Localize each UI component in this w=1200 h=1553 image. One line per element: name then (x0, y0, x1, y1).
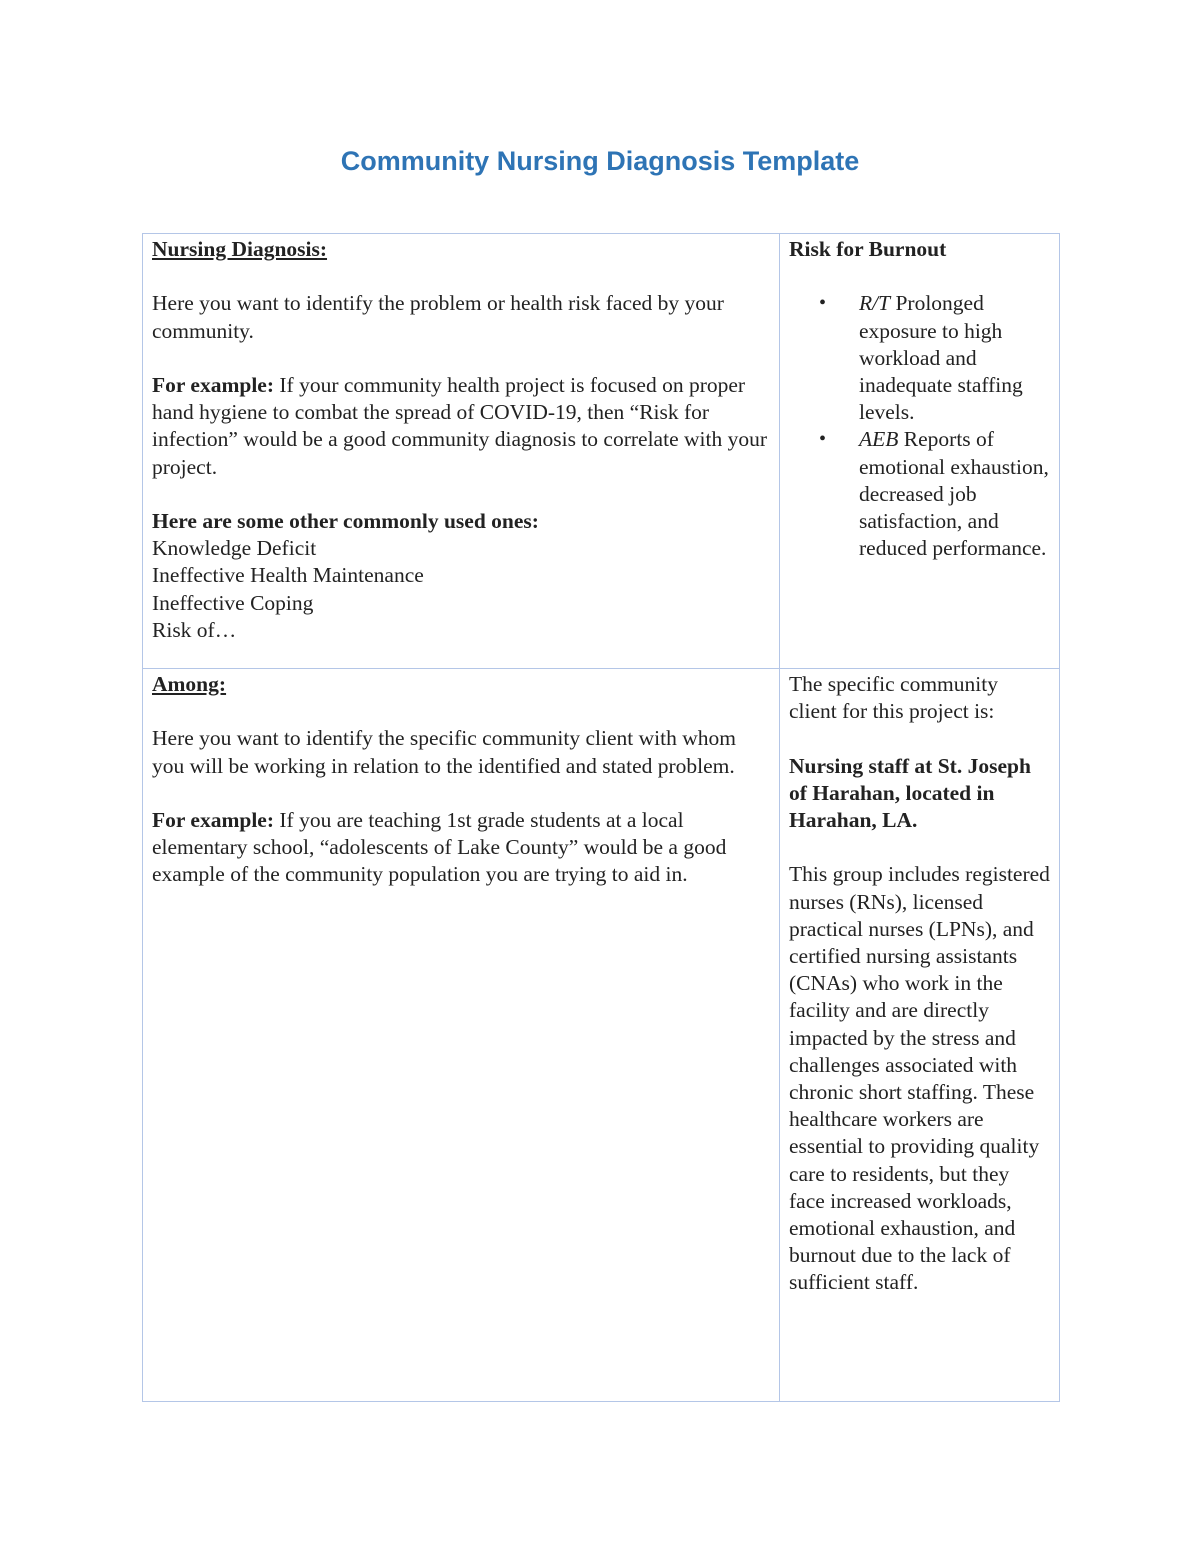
common-diagnosis-item: Knowledge Deficit (152, 536, 317, 561)
example-label: For example: (152, 372, 274, 397)
among-example (152, 807, 770, 889)
list-item (789, 426, 1050, 562)
evidenced-by-label: AEB (859, 427, 899, 452)
client-name: Nursing staff at St. Joseph of Harahan, located in Harahan, LA. (789, 753, 1031, 832)
nursing-diagnosis-answer-cell (780, 234, 1060, 669)
related-to-label: R/T (859, 291, 891, 316)
nursing-diagnosis-heading: Nursing Diagnosis: (152, 237, 328, 261)
common-diagnoses-heading: Here are some other commonly used ones: (152, 508, 539, 533)
client-intro: The specific community client for this project is: (789, 672, 998, 724)
document-title: Community Nursing Diagnosis Template (340, 146, 860, 176)
bullet-icon: • (819, 292, 827, 315)
nursing-diagnosis-instructions-cell (143, 234, 780, 669)
bullet-icon: • (819, 428, 827, 451)
diagnosis-bullet-list (789, 290, 1050, 562)
example-text: If your community health project is focused on proper hand hygiene to combat the spread of COVID-19, then “Risk for infection” would be a good community diagnosis to correlate with your project. (152, 372, 767, 479)
diagnosis-table (142, 233, 1060, 1402)
common-diagnosis-item: Risk of… (152, 617, 237, 642)
related-to-text: Prolonged exposure to high workload and inadequate staffing levels. (859, 291, 1023, 425)
example-label: For example: (152, 807, 274, 832)
diagnosis-answer-heading: Risk for Burnout (789, 237, 947, 261)
among-instructions-cell (143, 669, 780, 1402)
list-item (789, 290, 1050, 426)
nursing-diagnosis-example (152, 372, 770, 481)
evidenced-by-text: Reports of emotional exhaustion, decreased job satisfaction, and reduced performance. (859, 427, 1049, 561)
nursing-diagnosis-intro: Here you want to identify the problem or health risk faced by your community. (152, 291, 724, 343)
among-intro: Here you want to identify the specific community client with whom you will be working in relation to the identified and stated problem. (152, 726, 736, 778)
among-heading: Among: (152, 672, 227, 696)
table-row-nursing-diagnosis (143, 234, 1060, 669)
client-description: This group includes registered nurses (RNs), licensed practical nurses (LPNs), and certified nursing assistants (CNAs) who work in the facility and are directly impacted by the stress and challenges associated with chronic short staffing. These healthcare workers are essential to providing quality care to residents, but they face increased workloads, emotional exhaustion, and burnout due to the lack of sufficient staff. (789, 862, 1050, 1295)
table-row-among (143, 669, 1060, 1402)
among-answer-cell (780, 669, 1060, 1402)
example-text: If you are teaching 1st grade students at a local elementary school, “adolescents of Lake County” would be a good example of the community population you are trying to aid in. (152, 807, 727, 887)
common-diagnosis-item: Ineffective Coping (152, 590, 314, 615)
common-diagnosis-item: Ineffective Health Maintenance (152, 563, 424, 588)
